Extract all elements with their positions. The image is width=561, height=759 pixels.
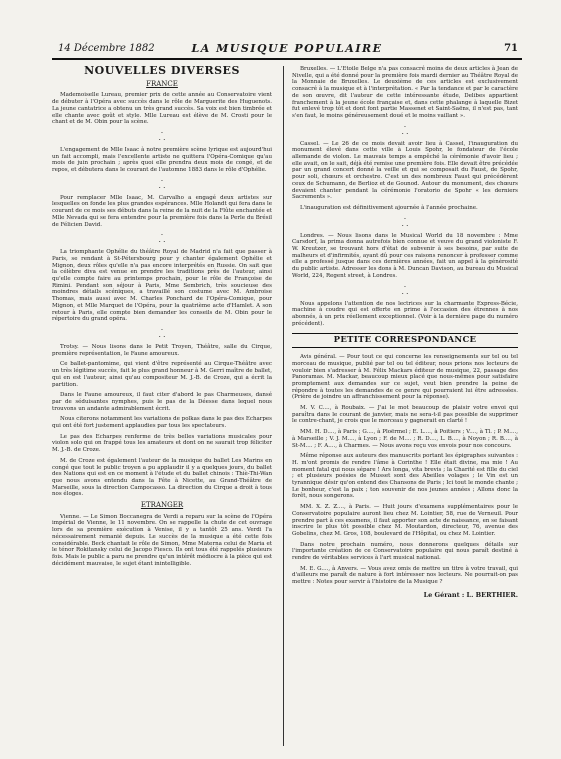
separator-dots: · · · [401,214,409,230]
article-ballet: Ce ballet-pantomime, qui vient d'être représenté au Cirque-Théâtre avec un très légitime succès, fait le plus grand honneur à M. Gerri maître de ballet, qui en est l'auteur, ainsi qu'au compositeur M. J.-B. de Croze, qui a écrit la partition. [52,361,272,388]
separator-dots: · · · [158,176,166,192]
article-croze: M. de Croze est également l'auteur de la musique du ballet Les Marins en congé que tout le public troyen a pu applaudir il y a quelques jours, du ballet des Nations qui est en ce moment à l'étude et du ballet chinois : Thiè-Thi-Wan que nous avons entendu dans la Fête à Nicette, au Grand-Théâtre de Marseille, sous la direction Campocasso. La direction du Cirque a droit à tous nos éloges. [52,457,272,498]
corr-envois: MM. H. D...., à Paris ; G...., à Ploërmel ; E. L...., à Poitiers ; V...., à Tl. ; P. M...., à Marseille ; V. J. M...., à Lyon ; F. de M.... ; R. D...., L. B...., à Noyon ; R. B...., à St-M.... ; F. A...., à Charmes. — Nous avons reçu vos envois pour nos concours. [292,429,518,449]
newspaper-page [52,40,522,748]
nouvelles-title: NOUVELLES DIVERSES [84,64,240,77]
issue-date: 14 Décembre 1882 [58,43,155,54]
article-cassel-end: L'inauguration est définitivement ajournée à l'année prochaine. [300,204,478,211]
article-faune: Dans le Faune amoureux, il faut citer d'abord le pas Charmeuses, dansé par de séduisantes nymphes, puis le pas de la Déesse dans lequel nous trouvons un andante admirablement écrit. [52,392,272,412]
article-carvalho: Pour remplacer Mlle Isaac, M. Carvalho a engagé deux artistes sur lesquelles on fonde les plus grandes espérances. Mlle Holandt qui fera dans le courant de ce mois ses débuts dans la reine de la nuit de la Flûte enchantée et Mlle Nevada qui se fera entendre pour la première fois dans la Perle du Brésil de Félicien David. [52,194,272,228]
section-etranger: ETRANGER [140,501,184,510]
separator-dots: · · · [401,122,409,138]
separator-dots: · · · [158,128,166,144]
article-cassel: Cassel. — Le 26 de ce mois devait avoir lieu à Cassel, l'inauguration du monument élevé dans cette ville à Louis Spohr, le fondateur de l'école allemande de violon. Le mauvais temps a empêché la cérémonie d'avoir lieu ; elle avait, on le sait, déjà été remise une première fois. Elle devait être précédée par un grand concert donné la veille et qui se composait du Faust, de Spohr, pour soli, chœurs et orchestre. C'est un des nombreux Faust qui précédèrent ceux de Schumann, de Berlioz et de Gounod. Autour du monument, des chœurs devaient chanter pendant la cérémonie l'oratorio de Spohr « les derniers Sacrements ». [292,140,518,201]
corr-anvers: M. E. G...., à Anvers. — Vous avez omis de mettre un titre à votre travail, qui d'ailleurs me paraît de nature à fort intéresser nos lecteurs. Ne pourrait-on pas mettre : Notes pour servir à l'histoire de la Musique ? [292,565,518,586]
article-lureau: Mademoiselle Lureau, premier prix de cette année au Conservatoire vient de débuter à l'Opéra avec succès dans le rôle de Marguerite des Huguenots. La jeune cantatrice a obtenu un très grand succès. Sa voix est bien timbrée et elle chante avec goût et style. Mlle Lureau est élève de M. Crosti pour le chant et de M. Obin pour la scène. [52,92,272,126]
article-vienne: Vienne. — Le Simon Boccanegra de Verdi a reparu sur la scène de l'Opéra impérial de Vienne, le 11 novembre. On se rappelle la chute de cet ouvrage lors de sa première exécution à Venise, il y a tantôt 25 ans. Verdi l'a nécessairement remanié depuis. Le succès de la musique a été cette fois considérable. Beck chantait le rôle de Simon, Mme Materna celui de Maria et le ténor Rokitansky celui de Jacopo Fiesco. Ils ont tous été rappelés plusieurs fois. Mais le public a paru ne prendre qu'un intérêt médiocre à la pièce qui est décidément mauvaise, le sujet étant inintelligible. [52,513,272,567]
corr-prochain: Dans notre prochain numéro, nous donnerons quelques détails sur l'importante création de ce Conservatoire populaire qui nous paraît destiné à rendre de véritables services à l'art musical national. [292,541,518,562]
article-troyes: Trotsy. — Nous lisons dans le Petit Troyen, Théâtre, salle du Cirque, première représentation, le Faune amoureux. [52,343,272,357]
page-header [52,40,522,58]
article-isaac: L'engagement de Mlle Isaac à notre première scène lyrique est aujourd'hui un fait accompli, mais l'excellente artiste ne quittera l'Opéra-Comique qu'au mois de juin prochain ; après quoi elle prendra deux mois de congé, et de repos, et débutera dans le courant de l'automne 1883 dans le rôle d'Ophélie. [52,146,272,174]
corr-epigraphes: Même réponse aux auteurs des manuscrits portant les épigraphes suivantes : H. m'ont promis de rendre l'âme à Corinthe ! Elle était divine, ma mie ! Au moment fatal qui nous sépare ! Ars longa, vita brevis ; la Charité est fille du ciel ; et plusieurs poésies de Musset sont des Abeilles volages ; le Vin est un tyrannique désir qu'on entend des Chansons de Paris ; Ici tout le monde chante ; Le bonheur, c'est la paix ; ton souvenir de nos jeunes années ; Allons donc la forêt, nous songerons. [292,453,518,500]
corr-paris: MM. X. Z. Z...., à Paris. — Huit jours d'examens supplémentaires pour le Conservatoire populaire auront lieu chez M. Lointier, 58, rue de Verneuil. Pour prendre part à ces examens, il faut apporter son acte de naissance, en se faisant inscrire le plus tôt possible chez M. Moutardon, directeur, 76, avenue des Gobelins, chez M. Gros, 108, boulevard de l'Hôpital, ou chez M. Lointier. [292,504,518,537]
left-column [52,66,272,571]
separator-dots: · · · [158,325,166,341]
article-sembrich: La triomphante Ophélie du théâtre Royal de Madrid n'a fait que passer à Paris, se rendant à St-Pétersbourg pour y chanter également Ophélie et Mignon, deux rôles qu'elle n'a pas encore interprétés en Russie. On sait que la célèbre diva est venue en prendre les traditions près de l'auteur, ainsi qu'elle compte faire au printemps prochain, pour le rôle de Françoise de Rimini. Pendant son séjour à Paris, Mme Sembrich, très soucieuse des moindres détails scéniques, a travaillé son costume avec M. Ambroise Thomas, mais aussi avec M. Charles Ponchard de l'Opéra-Comique, pour Mignon, et Mlle Marquet de l'Opéra, pour la quatrième acte d'Hamlet. A son retour à Paris, elle compte bien demander les conseils de M. Obin pour le répertoire du grand opéra. [52,249,272,323]
correspondance-title: PETITE CORRESPONDANCE [292,333,518,348]
corr-avis: Avis général. — Pour tout ce qui concerne les renseignements sur tel ou tel morceau de musique, publié par tel ou tel éditeur, nous prions nos lecteurs de vouloir bien s'adresser à M. Félix Mackars éditeur de musique, 22, passage des Panoramas. M. Mackar, beaucoup mieux placé que nous-mêmes pour satisfaire promptement aux demandes sur ce sujet, veut bien prendre la peine de répondre à toutes les demandes de ce genre qui pourraient lui être adressées. (Prière de joindre un affranchissement pour la réponse). [292,354,518,401]
article-echarpes: Le pas des Echarpes renferme de très belles variations musicales pour violon solo qui on frappé tous les amateurs et dont on ne saurait trop féliciter M. J.-B. de Croze. [52,433,272,454]
corr-roubaix: M. V. C...., à Roubaix. — J'ai le mot beaucoup de plaisir votre envoi qui paraîtra dans le courant de janvier, mais ne sera-t-il pas possible de supprimer le contre-chant, je crois que le morceau y gagnerait en clarté ! [292,405,518,425]
gerant-signature: Le Gérant : L. BERTHIER. [423,590,518,599]
header-rule [52,58,522,60]
section-france: FRANCE [146,79,178,88]
article-bruxelles: Bruxelles. — L'Etoile Belge n'a pas consacré moins de deux articles à Jean de Nivelle, qui a été donné pour la première fois mardi dernier au Théâtre Royal de la Monnaie de Bruxelles. Le deuxième de ces articles est exclusivement consacré à la musique et à l'interprétation. « Par la tendance et par le caractère de son œuvre, dit l'auteur de cette intéressante étude, Delibes appartient franchement à la jeune école française et, dans cette phalange à laquelle Bizet fut enlevé trop tôt et dont font partie Massenet et Saint-Saëns, il n'est pas, tant s'en faut, le moins généreusement doué et le moins vaillant ». [292,66,518,119]
masthead-title: LA MUSIQUE POPULAIRE [191,42,383,55]
article-londres: Londres. — Nous lisons dans le Musical World du 18 novembre : Mme Carsdorf, la prima donna autrefois bien connue et veuve du grand violoniste F. W. Kreutzer, se trouvant hors d'état de subvenir à ses besoins, par suite de malheurs et d'infirmités, ayant dû pour ces raisons renoncer à professer comme elle a professé jusque dans ces dernières années, fait un appel à la générosité du public artiste. Adresser les dons à M. Duncan Davison, au bureau du Musical World, 224, Regent street, à Londres. [292,232,518,279]
separator-dots: · · · [401,282,409,298]
article-polkas: Nous citerons notamment les variations de polkas dans le pas des Echarpes qui ont été fort justement applaudies par tous les spectateurs. [52,416,272,430]
separator-dots: · · · [158,231,166,247]
page-number: 71 [504,43,518,54]
column-divider [283,66,284,746]
article-prime: Nous appelons l'attention de nos lectrices sur la charmante Express-Bécie, machine à coudre qui est offerte en prime à l'occasion des étrennes à nos abonnés, à un prix réellement exceptionnel. (Voir à la dernière page du numéro précédent). [292,300,518,327]
right-column [292,66,518,599]
